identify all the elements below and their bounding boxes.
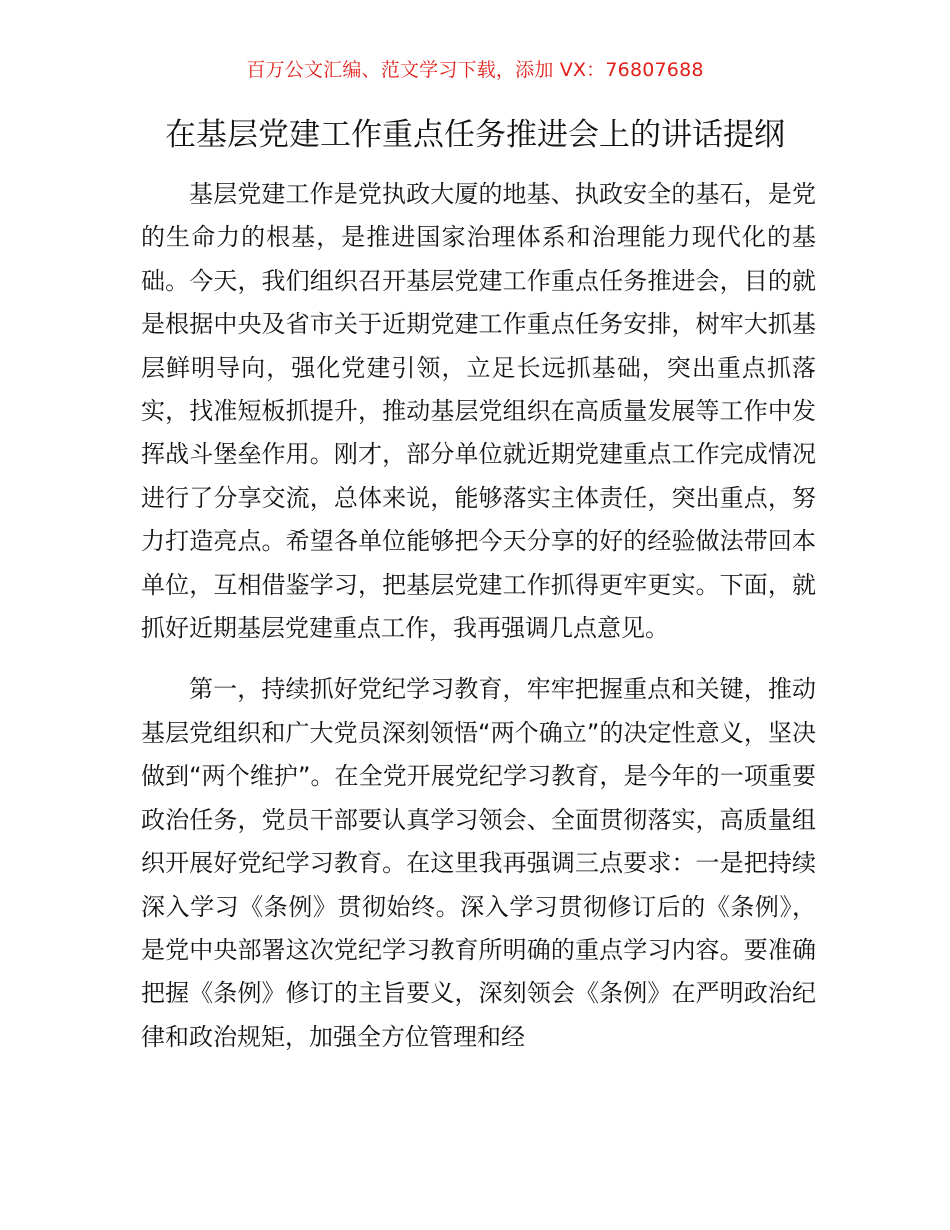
- body-paragraph-2: 第一，持续抓好党纪学习教育，牢牢把握重点和关键，推动基层党组织和广大党员深刻领悟“两个确立”的决定性意义，坚决做到“两个维护”。在全党开展党纪学习教育，是今年的一项重要政治任务，党员干部要认真学习领会、全面贯彻落实，高质量组织开展好党纪学习教育。在这里我再强调三点要求：一是把持续深入学习《条例》贯彻始终。深入学习贯彻修订后的《条例》，是党中央部署这次党纪学习教育所明确的重点学习内容。要准确把握《条例》修订的主旨要义，深刻领会《条例》在严明政治纪律和政治规矩，加强全方位管理和经: [141, 675, 816, 1051]
- watermark-header-text: 百万公文汇编、范文学习下载，添加 VX：76807688: [246, 59, 704, 81]
- document-title: 在基层党建工作重点任务推进会上的讲话提纲: [165, 117, 785, 153]
- body-paragraph-1: 基层党建工作是党执政大厦的地基、执政安全的基石，是党的生命力的根基，是推进国家治理体系和治理能力现代化的基础。今天，我们组织召开基层党建工作重点任务推进会，目的就是根据中央及省市关于近期党建工作重点任务安排，树牢大抓基层鲜明导向，强化党建引领，立足长远抓基础，突出重点抓落实，找准短板抓提升，推动基层党组织在高质量发展等工作中发挥战斗堡垒作用。刚才，部分单位就近期党建重点工作完成情况进行了分享交流，总体来说，能够落实主体责任，突出重点，努力打造亮点。希望各单位能够把今天分享的好的经验做法带回本单位，互相借鉴学习，把基层党建工作抓得更牢更实。下面，就抓好近期基层党建重点工作，我再强调几点意见。: [141, 180, 816, 643]
- document-body: [141, 173, 816, 1059]
